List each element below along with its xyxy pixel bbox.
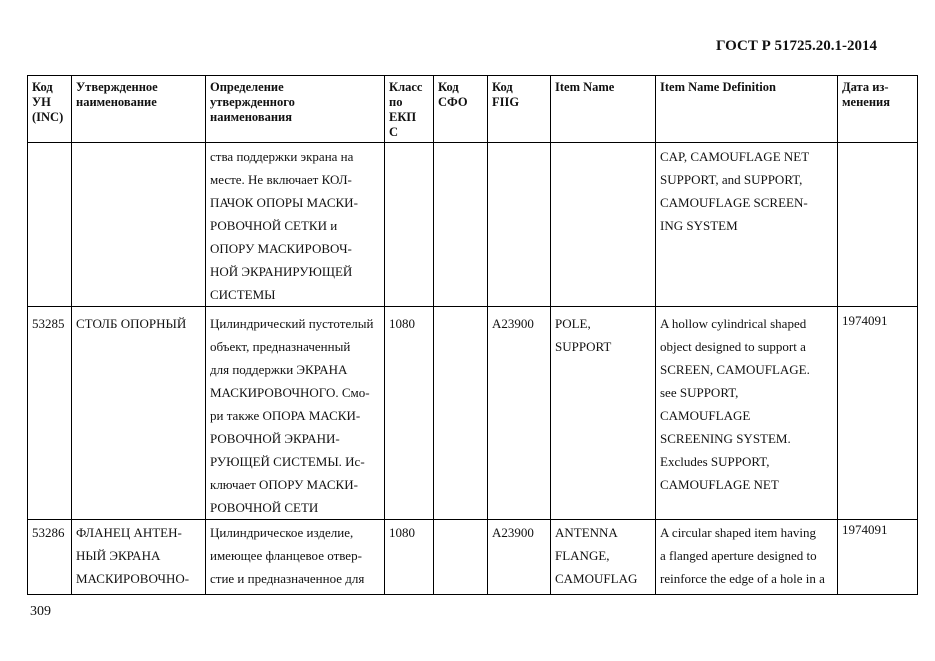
cell-fiig: A23900 — [488, 307, 551, 520]
col-header-fiig: Код FIIG — [488, 76, 551, 143]
col-header-inc: Код УН (INC) — [28, 76, 72, 143]
cell-name: СТОЛБ ОПОРНЫЙ — [72, 307, 206, 520]
cell-sfo — [434, 143, 488, 307]
cell-inc — [28, 143, 72, 307]
table-row — [28, 520, 918, 595]
cell-inc: 53286 — [28, 520, 72, 595]
cell-class: 1080 — [385, 520, 434, 595]
cell-date: 1974091 — [838, 520, 918, 595]
col-header-item-definition: Item Name Definition — [656, 76, 838, 143]
col-header-class: Класс по ЕКП С — [385, 76, 434, 143]
col-header-approved-name: Утвержденное наименование — [72, 76, 206, 143]
document-number: ГОСТ Р 51725.20.1-2014 — [716, 38, 878, 54]
table-header-row — [28, 76, 918, 143]
col-header-definition: Определение утвержденного наименования — [206, 76, 385, 143]
cell-item-name — [551, 143, 656, 307]
cell-definition: Цилиндрический пустотелый объект, предназначенный для поддержки ЭКРАНА МАСКИРОВОЧНОГО. Смо- ри также ОПОРА МАСКИ- РОВОЧНОЙ ЭКРАНИ- РУЮЩЕЙ СИСТЕМЫ. Ис- ключает ОПОРУ МАСКИ- РОВОЧНОЙ СЕТИ — [206, 307, 385, 520]
cell-item-definition: CAP, CAMOUFLAGE NET SUPPORT, and SUPPORT, CAMOUFLAGE SCREEN- ING SYSTEM — [656, 143, 838, 307]
cell-date — [838, 143, 918, 307]
cell-item-name: ANTENNA FLANGE, CAMOUFLAG — [551, 520, 656, 595]
table-row — [28, 307, 918, 520]
cell-item-name: POLE, SUPPORT — [551, 307, 656, 520]
cell-definition: ства поддержки экрана на месте. Не включает КОЛ- ПАЧОК ОПОРЫ МАСКИ- РОВОЧНОЙ СЕТКИ и ОПОРУ МАСКИРОВОЧ- НОЙ ЭКРАНИРУЮЩЕЙ СИСТЕМЫ — [206, 143, 385, 307]
cell-definition: Цилиндрическое изделие, имеющее фланцевое отвер- стие и предназначенное для — [206, 520, 385, 595]
col-header-change-date: Дата из- менения — [838, 76, 918, 143]
cell-name: ФЛАНЕЦ АНТЕН- НЫЙ ЭКРАНА МАСКИРОВОЧНО- — [72, 520, 206, 595]
col-header-sfo: Код СФО — [434, 76, 488, 143]
cell-date: 1974091 — [838, 307, 918, 520]
cell-fiig — [488, 143, 551, 307]
col-header-item-name: Item Name — [551, 76, 656, 143]
cell-sfo — [434, 520, 488, 595]
cell-sfo — [434, 307, 488, 520]
classification-table — [27, 75, 918, 595]
cell-class — [385, 143, 434, 307]
cell-name — [72, 143, 206, 307]
page-number: 309 — [30, 604, 51, 619]
cell-class: 1080 — [385, 307, 434, 520]
cell-fiig: A23900 — [488, 520, 551, 595]
cell-item-definition: A hollow cylindrical shaped object designed to support a SCREEN, CAMOUFLAGE. see SUPPORT, CAMOUFLAGE SCREENING SYSTEM. Excludes SUPPORT, CAMOUFLAGE NET — [656, 307, 838, 520]
table-row — [28, 143, 918, 307]
cell-item-definition: A circular shaped item having a flanged aperture designed to reinforce the edge of a hole in a — [656, 520, 838, 595]
cell-inc: 53285 — [28, 307, 72, 520]
